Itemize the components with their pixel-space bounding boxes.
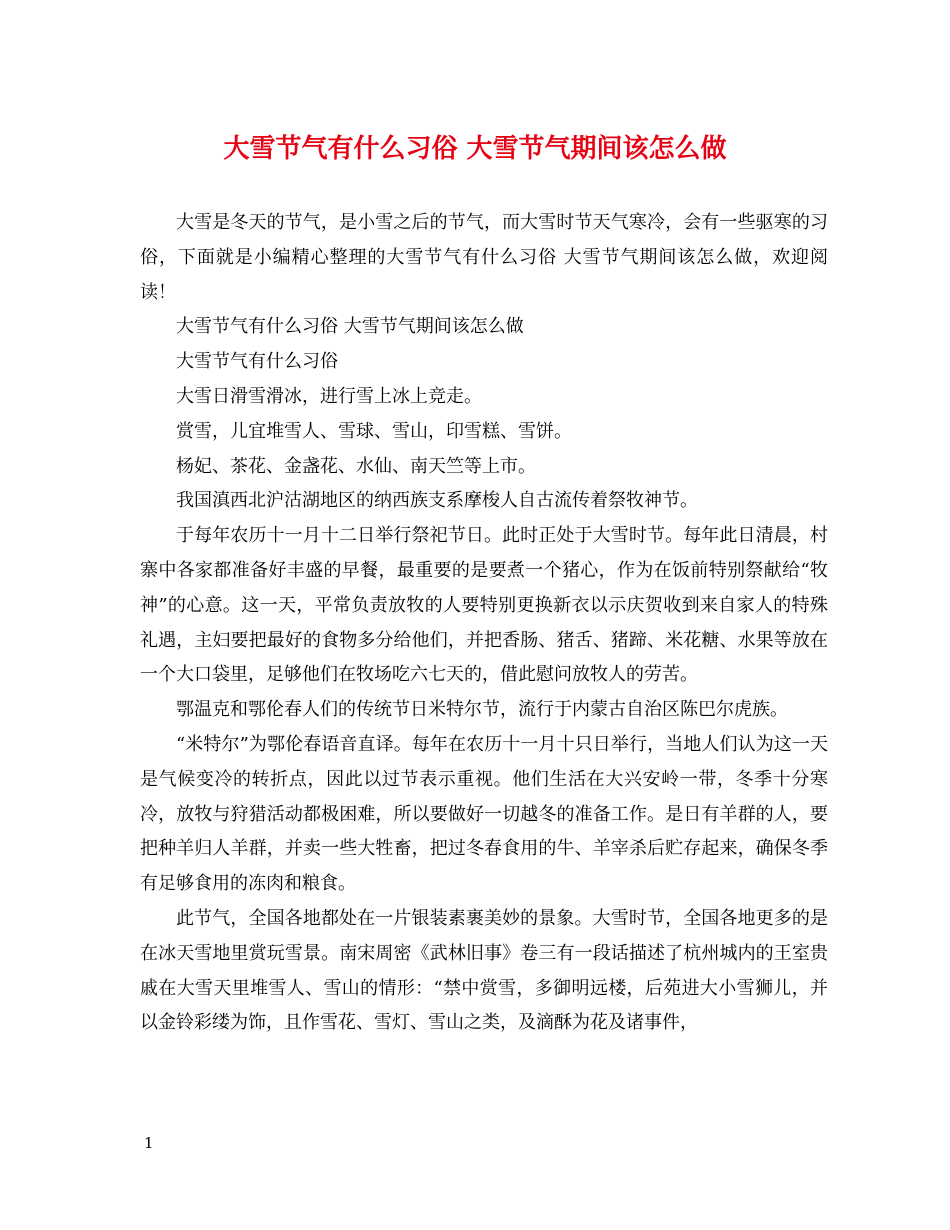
document-title: 大雪节气有什么习俗 大雪节气期间该怎么做 xyxy=(223,134,727,164)
paragraph-skating: 大雪日滑雪滑冰，进行雪上冰上竞走。 xyxy=(176,385,482,407)
paragraph-heading: 大雪节气有什么习俗 xyxy=(176,351,338,373)
paragraph-miteer-detail: “米特尔”为鄂伦春语音直译。每年在农历十一月十只日举行，当地人们认为这一天是气候变冷的转折点，因此以过节表示重视。他们生活在大兴安岭一带，冬季十分寒冷，放牧与狩猎活动都极困难，所以要做好一切越冬的准备工作。是日有羊群的人，要把种羊归人羊群，并卖一些大牲畜，把过冬春食用的牛、羊宰杀后贮存起来，确保冬季有足够食用的冻肉和粮食。 xyxy=(140,733,828,895)
paragraph-subtitle: 大雪节气有什么习俗 大雪节气期间该怎么做 xyxy=(176,316,524,338)
page-number: 1 xyxy=(144,1134,154,1152)
paragraph-intro: 大雪是冬天的节气，是小雪之后的节气，而大雪时节天气寒冷，会有一些驱寒的习俗，下面就是小编精心整理的大雪节气有什么习俗 大雪节气期间该怎么做，欢迎阅读！ xyxy=(140,212,828,303)
paragraph-mosuo-festival: 我国滇西北沪沽湖地区的纳西族支系摩梭人自古流传着祭牧神节。 xyxy=(176,490,698,512)
paragraph-snow-viewing: 赏雪，儿宜堆雪人、雪球、雪山，印雪糕、雪饼。 xyxy=(176,420,572,442)
paragraph-snow-scenery: 此节气，全国各地都处在一片银装素裹美妙的景象。大雪时节，全国各地更多的是在冰天雪地里赏玩雪景。南宋周密《武林旧事》卷三有一段话描述了杭州城内的王室贵戚在大雪天里堆雪人、雪山的情形：“禁中赏雪，多御明远楼，后苑进大小雪狮儿，并以金铃彩缕为饰，且作雪花、雪灯、雪山之类，及滴酥为花及诸事件， xyxy=(140,907,828,1034)
document-body xyxy=(140,206,828,1041)
paragraph-flowers: 杨妃、茶花、金盏花、水仙、南天竺等上市。 xyxy=(176,455,536,477)
paragraph-mosuo-detail: 于每年农历十一月十二日举行祭祀节日。此时正处于大雪时节。每年此日清晨，村寨中各家都准备好丰盛的早餐，最重要的是要煮一个猪心，作为在饭前特别祭献给“牧神”的心意。这一天，平常负责放牧的人要特别更换新衣以示庆贺收到来自家人的特殊礼遇，主妇要把最好的食物多分给他们，并把香肠、猪舌、猪蹄、米花糖、水果等放在一个大口袋里，足够他们在牧场吃六七天的，借此慰问放牧人的劳苦。 xyxy=(140,525,828,686)
paragraph-miteer-festival: 鄂温克和鄂伦春人们的传统节日米特尔节，流行于内蒙古自治区陈巴尔虎族。 xyxy=(176,699,788,721)
